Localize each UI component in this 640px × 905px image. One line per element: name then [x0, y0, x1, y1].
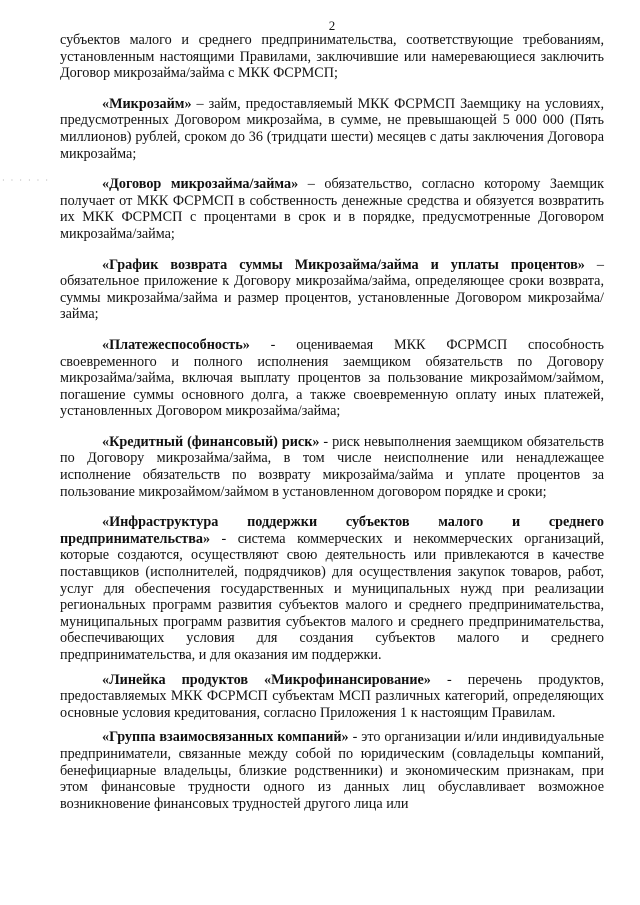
- definition-text: - оцениваемая МКК ФСРМСП способность своевременного и полного исполнения заемщиком обязательств по Договору микрозайма/займа, включая выплату процентов за пользование микрозаймом/займом, погашение суммы основного долга, а также своевременную оплату иных платежей, установленных Договором микрозайма/займа;: [60, 336, 604, 420]
- definition-microloan: [60, 96, 604, 162]
- definition-term: «Кредитный (финансовый) риск»: [102, 433, 320, 450]
- definition-text: - перечень продуктов, предоставляемых МКК ФСРМСП субъектам МСП различных категорий, определяющих основные условия кредитования, согласно Приложения 1 к настоящим Правилам.: [60, 671, 605, 721]
- definition-text: – обязательство, согласно которому Заемщик получает от МКК ФСРМСП в собственность денежные средства и обязуется возвратить их МКК ФСРМСП с процентами в срок и в порядке, предусмотренные Договором микрозайма/займа;: [60, 176, 604, 242]
- definition-text: – займ, предоставляемый МКК ФСРМСП Заемщику на условиях, предусмотренных Договором микрозайма, в сумме, не превышающей 5 000 000 (Пять миллионов) рублей, сроком до 36 (тридцати шести) месяцев с даты заключения Договора микрозайма;: [60, 95, 604, 162]
- page-number: 2: [328, 18, 336, 33]
- definition-related-companies: [60, 729, 604, 812]
- definition-term: «Линейка продуктов «Микрофинансирование»: [102, 671, 431, 688]
- definition-text: - риск невыполнения заемщиком обязательств по Договору микрозайма/займа, в том числе неисполнение или ненадлежащее исполнение обязательств по возврату микрозайма/займа и уплате процентов за пользование микрозаймом/займом в установленном договором порядке и сроки;: [60, 433, 604, 500]
- definition-solvency: [60, 337, 604, 420]
- definition-repayment-schedule: [60, 257, 604, 323]
- definition-term: «Договор микрозайма/займа»: [102, 176, 299, 193]
- definition-term: «Микрозайм»: [102, 95, 192, 112]
- definition-product-line: [60, 672, 604, 722]
- definition-term: «Платежеспособность»: [102, 336, 250, 353]
- margin-marks: · · · · · ·: [2, 176, 50, 185]
- definition-text: - система коммерческих и некоммерческих организаций, которые создаются, осуществляют свою деятельность или привлекаются в качестве поставщиков (исполнителей, подрядчиков) для осуществления закупок товаров, работ, услуг для обеспечения государственных и муниципальных нужд при реализации региональных программ развития субъектов малого и среднего предпринимательства, муниципальных программ развития субъектов малого и среднего предпринимательства, обеспечивающих условия для создания субъектов малого и среднего предпринимательства, и для оказания им поддержки.: [60, 530, 604, 663]
- definition-support-infrastructure: [60, 514, 604, 663]
- definition-loan-agreement: [60, 176, 604, 242]
- definition-credit-risk: [60, 434, 604, 500]
- definition-text: - это организации и/или индивидуальные предприниматели, связанные между собой по юридическим (совладельцы компаний, бенефициарные владельцы, близкие родственники) и экономическим признакам, при этом финансовые трудности одного из данных лиц обуславливает возможное возникновение финансовых трудностей другого лица или: [60, 729, 604, 812]
- paragraph-text: субъектов малого и среднего предпринимательства, соответствующие требованиям, установленным настоящими Правилами, заключившие или намеревающиеся заключить Договор микрозайма/займа с МКК ФСРМСП;: [60, 32, 604, 82]
- paragraph-continuation: [60, 32, 604, 82]
- definition-text: – обязательное приложение к Договору микрозайма/займа, определяющее сроки возврата, суммы микрозайма/займа и размер процентов, установленные Договором микрозайма/займа;: [60, 256, 605, 323]
- definition-term: «Инфраструктура поддержки субъектов малого и среднего предпринимательства»: [60, 514, 604, 547]
- definition-term: «График возврата суммы Микрозайма/займа и уплаты процентов»: [102, 256, 585, 273]
- definition-term: «Группа взаимосвязанных компаний»: [102, 729, 349, 746]
